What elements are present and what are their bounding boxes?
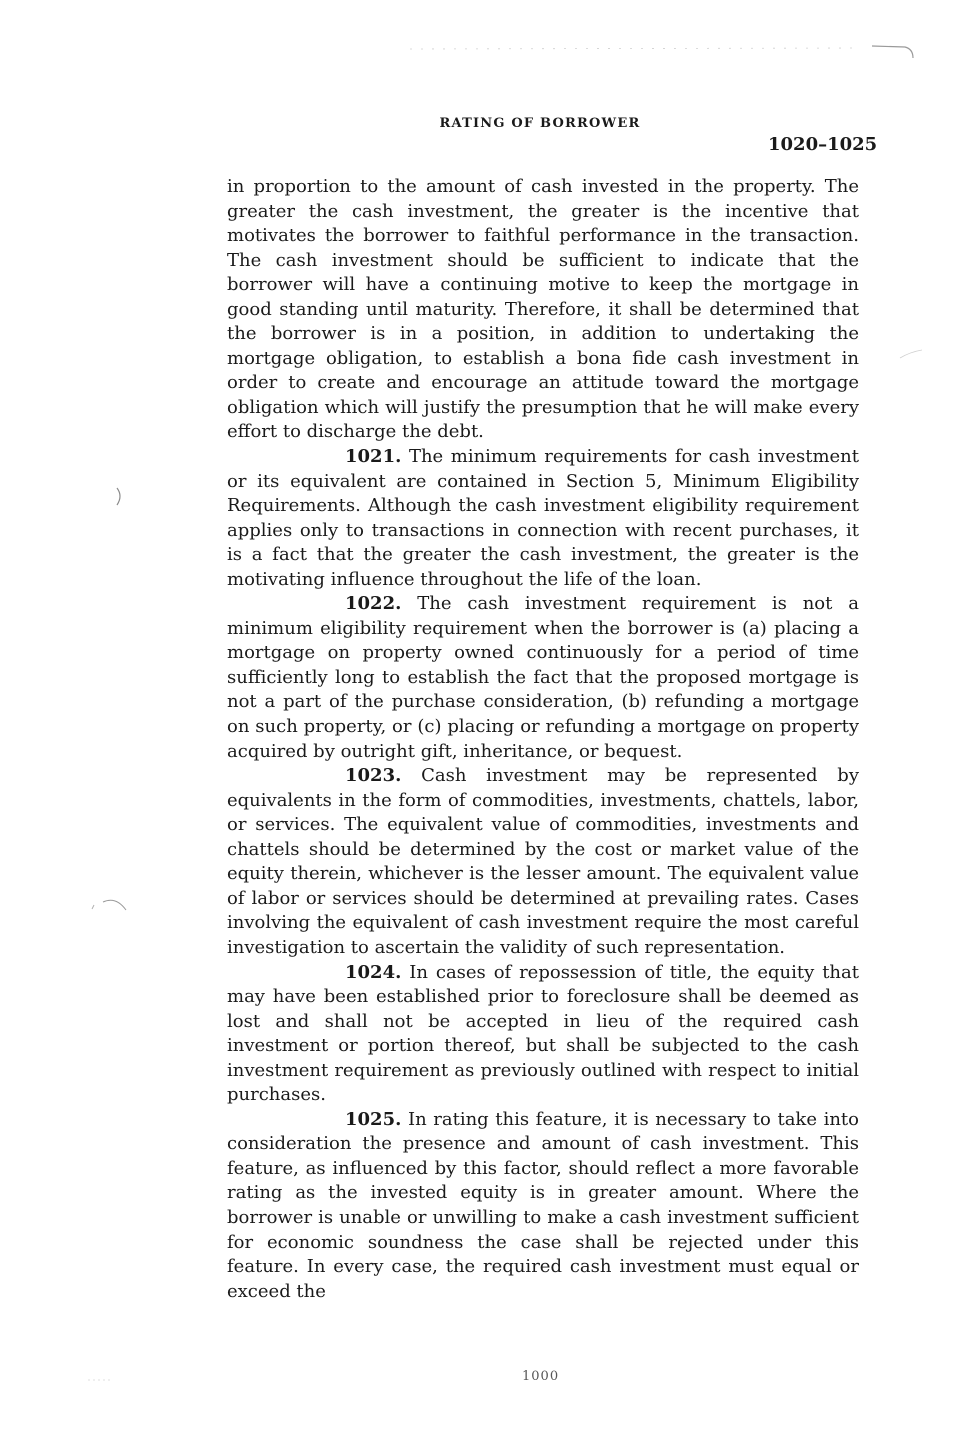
paragraph-1024	[227, 961, 859, 1108]
left-margin-arc-mark	[103, 900, 126, 910]
paragraph-1023	[227, 764, 859, 960]
top-edge-dots	[410, 48, 860, 49]
section-range: 1020–1025	[768, 134, 878, 155]
paragraph-text: The minimum requirements for cash investment or its equivalent are contained in Section 5, Minimum Eligibility Requirements. Although the cash investment eligibility requirement applies only to transactions in connection with recent purchases, it is a fact that the greater the cash investment, the greater is the motivating influence throughout the life of the loan.	[227, 446, 859, 590]
paragraph-continuation	[227, 175, 859, 445]
paragraph-1022	[227, 592, 859, 764]
running-head-title: RATING OF BORROWER	[439, 116, 641, 131]
body-text	[227, 175, 859, 1304]
right-margin-speck	[900, 350, 922, 358]
left-margin-dash-mark	[92, 905, 94, 909]
corner-curl-mark	[872, 46, 913, 58]
paragraph-text: In rating this feature, it is necessary to take into consideration the presence and amount of cash investment. This feature, as influenced by this factor, should reflect a more favorable rating as the invested equity is in greater amount. Where the borrower is unable or unwilling to make a cash investment sufficient for economic soundness the case shall be rejected under this feature. In every case, the required cash investment must equal or exceed the	[227, 1108, 859, 1302]
paragraph-text: The cash investment requirement is not a minimum eligibility requirement when the borrower is (a) placing a mortgage on property owned continuously for a period of time sufficiently long to establish the fact that the proposed mortgage is not a part of the purchase consideration, (b) refunding a mortgage on such property, or (c) placing or refunding a mortgage on property acquired by outright gift, inheritance, or bequest.	[227, 593, 859, 762]
section-number: 1022.	[345, 593, 402, 615]
left-margin-paren-mark	[117, 488, 120, 505]
paragraph-text: In cases of repossession of title, the equity that may have been established prior to foreclosure shall be deemed as lost and shall not be accepted in lieu of the required cash investment or portion thereof, but shall be subjected to the cash investment requirement as previously outlined with respect to initial purchases.	[227, 961, 859, 1106]
paragraph-1025	[227, 1108, 859, 1304]
section-number: 1024.	[345, 961, 402, 983]
section-number: 1023.	[345, 765, 402, 787]
paragraph-text: Cash investment may be represented by equivalents in the form of commodities, investments, chattels, labor, or services. The equivalent value of commodities, investments and chattels should be determined by the cost or market value of the equity therein, whichever is the lesser amount. The equivalent value of labor or services should be determined at prevailing rates. Cases involving the equivalent of cash investment require the most careful investigation to ascertain the validity of such representation.	[227, 765, 859, 958]
page-number: 1000	[522, 1369, 560, 1384]
paragraph-1021	[227, 445, 859, 592]
paragraph-text: in proportion to the amount of cash invested in the property. The greater the cash investment, the greater is the incentive that motivates the borrower to faithful performance in the transaction. The cash investment should be sufficient to indicate that the borrower will have a continuing motive to keep the mortgage in good standing until maturity. Therefore, it shall be determined that the borrower is in a position, in addition to undertaking the mortgage obligation, to establish a bona fide cash investment in order to create and encourage an attitude toward the mortgage obligation which will justify the presumption that he will make every effort to discharge the debt.	[227, 176, 859, 443]
section-number: 1025.	[345, 1108, 402, 1130]
section-number: 1021.	[345, 446, 402, 468]
